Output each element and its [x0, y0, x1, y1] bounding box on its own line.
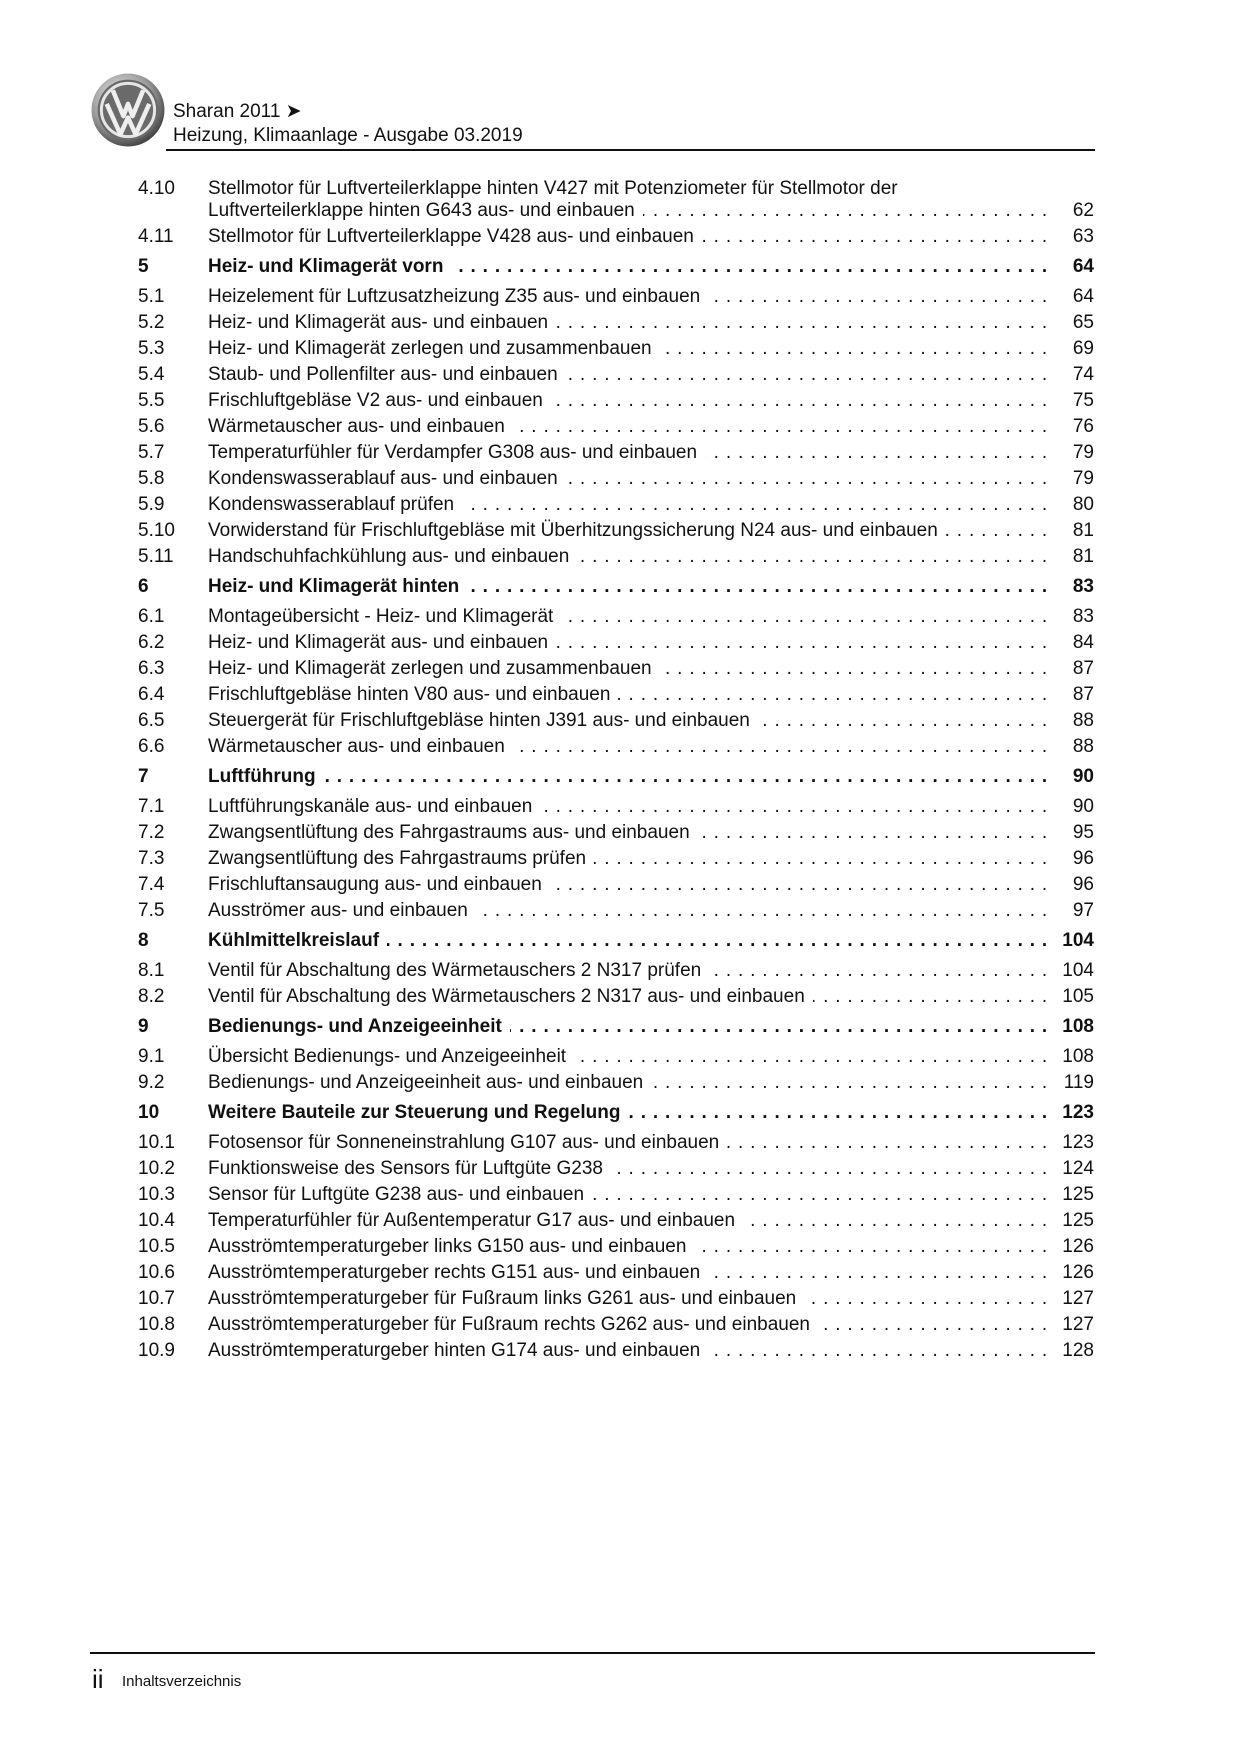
toc-page: 105 — [1062, 986, 1094, 1007]
toc-title: Temperaturfühler für Außentemperatur G17 aus- und einbauen — [208, 1210, 743, 1231]
footer-rule — [90, 1652, 1095, 1654]
toc-title: Bedienungs- und Anzeigeeinheit aus- und einbauen — [208, 1072, 651, 1093]
toc-title: Wärmetauscher aus- und einbauen — [208, 736, 513, 757]
toc-entry-5-6[interactable] — [138, 414, 1094, 440]
toc-entry-10-7[interactable] — [138, 1286, 1094, 1312]
toc-entry-5-8[interactable] — [138, 466, 1094, 492]
toc-number: 5 — [138, 256, 149, 277]
toc-title: Fotosensor für Sonneneinstrahlung G107 aus- und einbauen — [208, 1132, 727, 1153]
toc-page: 125 — [1062, 1210, 1094, 1231]
toc-number: 10.1 — [138, 1132, 175, 1153]
toc-title: Heiz- und Klimagerät zerlegen und zusammenbauen — [208, 338, 660, 359]
toc-number: 9 — [138, 1016, 149, 1037]
toc-title: Heiz- und Klimagerät hinten — [208, 576, 467, 597]
toc-number: 5.8 — [138, 468, 165, 489]
toc-number: 10.2 — [138, 1158, 175, 1179]
toc-number: 10.8 — [138, 1314, 175, 1335]
toc-entry-9-2[interactable] — [138, 1070, 1094, 1096]
toc-title: Weitere Bauteile zur Steuerung und Regelung — [208, 1102, 628, 1123]
header-rule — [166, 149, 1095, 151]
toc-page: 127 — [1062, 1288, 1094, 1309]
toc-page: 88 — [1072, 736, 1094, 757]
toc-entry-7-5[interactable] — [138, 898, 1094, 924]
toc-number: 5.4 — [138, 364, 165, 385]
toc-entry-10-6[interactable] — [138, 1260, 1094, 1286]
toc-page: 104 — [1062, 960, 1094, 981]
toc-page: 81 — [1072, 546, 1094, 567]
toc-page: 96 — [1072, 848, 1094, 869]
toc-entry-6-6[interactable] — [138, 734, 1094, 760]
toc-page: 79 — [1072, 442, 1094, 463]
toc-entry-10-1[interactable] — [138, 1130, 1094, 1156]
toc-page: 124 — [1062, 1158, 1094, 1179]
toc-page: 64 — [1072, 256, 1094, 277]
toc-title: Vorwiderstand für Frischluftgebläse mit Überhitzungssicherung N24 aus- und einbauen — [208, 520, 946, 541]
toc-number: 10.3 — [138, 1184, 175, 1205]
toc-title-line2: Luftverteilerklappe hinten G643 aus- und einbauen — [208, 200, 643, 221]
toc-page: 127 — [1062, 1314, 1094, 1335]
toc-page: 119 — [1063, 1072, 1094, 1093]
toc-page: 65 — [1072, 312, 1094, 333]
toc-entry-6-1[interactable] — [138, 604, 1094, 630]
toc-number: 9.2 — [138, 1072, 165, 1093]
toc-entry-5-7[interactable] — [138, 440, 1094, 466]
toc-title: Heiz- und Klimagerät vorn — [208, 256, 451, 277]
toc-number: 10.7 — [138, 1288, 175, 1309]
toc-number: 7.2 — [138, 822, 165, 843]
toc-title: Heiz- und Klimagerät aus- und einbauen — [208, 312, 556, 333]
toc-title: Stellmotor für Luftverteilerklappe V428 aus- und einbauen — [208, 226, 702, 247]
toc-entry-7-2[interactable] — [138, 820, 1094, 846]
toc-page: 125 — [1062, 1184, 1094, 1205]
toc-page: 108 — [1062, 1016, 1094, 1037]
toc-number: 10.9 — [138, 1340, 175, 1361]
toc-entry-5-4[interactable] — [138, 362, 1094, 388]
toc-number: 5.7 — [138, 442, 165, 463]
toc-title: Kühlmittelkreislauf — [208, 930, 387, 951]
footer-section-label: Inhaltsverzeichnis — [122, 1673, 242, 1690]
toc-page: 79 — [1072, 468, 1094, 489]
toc-entry-7-1[interactable] — [138, 794, 1094, 820]
toc-number: 10.6 — [138, 1262, 175, 1283]
toc-number: 6.1 — [138, 606, 165, 627]
toc-entry-10-8[interactable] — [138, 1312, 1094, 1338]
header-text — [173, 100, 523, 148]
toc-title: Staub- und Pollenfilter aus- und einbauen — [208, 364, 566, 385]
toc-title: Ausströmtemperaturgeber rechts G151 aus- und einbauen — [208, 1262, 708, 1283]
toc-chapter-10[interactable] — [138, 1099, 1094, 1130]
toc-chapter-6[interactable] — [138, 573, 1094, 604]
toc-title: Funktionsweise des Sensors für Luftgüte G238 — [208, 1158, 611, 1179]
toc-page: 95 — [1072, 822, 1094, 843]
toc-chapter-9[interactable] — [138, 1013, 1094, 1044]
toc-entry-5-1[interactable] — [138, 284, 1094, 310]
toc-number: 7.5 — [138, 900, 165, 921]
toc-title: Ausströmtemperaturgeber für Fußraum links G261 aus- und einbauen — [208, 1288, 804, 1309]
toc-entry-5-5[interactable] — [138, 388, 1094, 414]
toc-page: 74 — [1072, 364, 1094, 385]
toc-page: 128 — [1062, 1340, 1094, 1361]
toc-page: 87 — [1072, 684, 1094, 705]
page-header — [90, 58, 1095, 150]
toc-chapter-7[interactable] — [138, 763, 1094, 794]
toc-title: Kondenswasserablauf aus- und einbauen — [208, 468, 566, 489]
footer-page-number: ii — [92, 1664, 104, 1694]
toc-page: 63 — [1072, 226, 1094, 247]
toc-entry-5-9[interactable] — [138, 492, 1094, 518]
toc-title: Luftführungskanäle aus- und einbauen — [208, 796, 540, 817]
toc-entry-5-11[interactable] — [138, 544, 1094, 570]
toc-title: Zwangsentlüftung des Fahrgastraums prüfen — [208, 848, 594, 869]
toc-page: 123 — [1062, 1102, 1094, 1123]
toc-page: 64 — [1072, 286, 1094, 307]
toc-title: Frischluftgebläse V2 aus- und einbauen — [208, 390, 551, 411]
toc-title: Sensor für Luftgüte G238 aus- und einbauen — [208, 1184, 592, 1205]
toc-entry-10-5[interactable] — [138, 1234, 1094, 1260]
toc-page: 126 — [1062, 1262, 1094, 1283]
header-model: Sharan 2011 ➤ — [173, 101, 302, 122]
toc-number: 6.5 — [138, 710, 165, 731]
toc-page: 80 — [1072, 494, 1094, 515]
toc-number: 5.10 — [138, 520, 175, 541]
toc-page: 96 — [1072, 874, 1094, 895]
toc-entry-5-10[interactable] — [138, 518, 1094, 544]
toc-number: 5.9 — [138, 494, 165, 515]
toc-entry-10-4[interactable] — [138, 1208, 1094, 1234]
toc-number: 6 — [138, 576, 149, 597]
toc-number: 10.4 — [138, 1210, 175, 1231]
toc-entry-5-3[interactable] — [138, 336, 1094, 362]
toc-title: Heiz- und Klimagerät aus- und einbauen — [208, 632, 556, 653]
toc-title: Kondenswasserablauf prüfen — [208, 494, 462, 515]
toc-page: 90 — [1072, 766, 1094, 787]
toc-number: 6.4 — [138, 684, 165, 705]
toc-page: 126 — [1062, 1236, 1094, 1257]
toc-page: 75 — [1072, 390, 1094, 411]
toc-title: Steuergerät für Frischluftgebläse hinten J391 aus- und einbauen — [208, 710, 758, 731]
toc-page: 81 — [1072, 520, 1094, 541]
toc-page: 108 — [1062, 1046, 1094, 1067]
toc-entry-5-2[interactable] — [138, 310, 1094, 336]
toc-title: Heiz- und Klimagerät zerlegen und zusammenbauen — [208, 658, 660, 679]
toc-page: 87 — [1072, 658, 1094, 679]
table-of-contents — [138, 176, 1094, 1364]
toc-page: 88 — [1072, 710, 1094, 731]
toc-number: 4.10 — [138, 178, 175, 199]
toc-number: 10 — [138, 1102, 160, 1123]
toc-number: 7.1 — [138, 796, 165, 817]
toc-number: 6.6 — [138, 736, 165, 757]
toc-entry-10-9[interactable] — [138, 1338, 1094, 1364]
toc-title: Ventil für Abschaltung des Wärmetauschers 2 N317 aus- und einbauen — [208, 986, 813, 1007]
toc-title: Luftführung — [208, 766, 324, 787]
toc-entry-6-4[interactable] — [138, 682, 1094, 708]
header-subtitle: Heizung, Klimaanlage - Ausgabe 03.2019 — [173, 125, 523, 146]
toc-entry-6-2[interactable] — [138, 630, 1094, 656]
toc-number: 9.1 — [138, 1046, 165, 1067]
toc-title: Übersicht Bedienungs- und Anzeigeeinheit — [208, 1046, 574, 1067]
toc-title: Ausströmtemperaturgeber hinten G174 aus- und einbauen — [208, 1340, 708, 1361]
toc-entry-10-3[interactable] — [138, 1182, 1094, 1208]
toc-page: 84 — [1072, 632, 1094, 653]
toc-number: 8 — [138, 930, 149, 951]
toc-number: 5.1 — [138, 286, 165, 307]
toc-page: 83 — [1072, 606, 1094, 627]
vw-logo-icon — [90, 72, 166, 148]
toc-number: 6.2 — [138, 632, 165, 653]
toc-entry-7-3[interactable] — [138, 846, 1094, 872]
toc-number: 8.1 — [138, 960, 165, 981]
toc-title: Ausströmer aus- und einbauen — [208, 900, 476, 921]
toc-entry-6-5[interactable] — [138, 708, 1094, 734]
toc-title: Zwangsentlüftung des Fahrgastraums aus- und einbauen — [208, 822, 698, 843]
toc-title: Ventil für Abschaltung des Wärmetauschers 2 N317 prüfen — [208, 960, 709, 981]
toc-number: 8.2 — [138, 986, 165, 1007]
toc-page: 62 — [1072, 200, 1094, 221]
toc-entry-8-2[interactable] — [138, 984, 1094, 1010]
toc-number: 5.2 — [138, 312, 165, 333]
toc-title: Temperaturfühler für Verdampfer G308 aus- und einbauen — [208, 442, 705, 463]
toc-number: 5.3 — [138, 338, 165, 359]
toc-title: Handschuhfachkühlung aus- und einbauen — [208, 546, 577, 567]
toc-page: 69 — [1072, 338, 1094, 359]
toc-page: 83 — [1072, 576, 1094, 597]
toc-title: Ausströmtemperaturgeber für Fußraum rechts G262 aus- und einbauen — [208, 1314, 818, 1335]
toc-number: 10.5 — [138, 1236, 175, 1257]
toc-title: Frischluftansaugung aus- und einbauen — [208, 874, 550, 895]
toc-entry-4-11[interactable] — [138, 224, 1094, 250]
toc-page: 90 — [1072, 796, 1094, 817]
toc-page: 76 — [1072, 416, 1094, 437]
toc-number: 5.5 — [138, 390, 165, 411]
toc-number: 4.11 — [138, 226, 174, 247]
toc-title: Bedienungs- und Anzeigeeinheit — [208, 1016, 510, 1037]
toc-title: Heizelement für Luftzusatzheizung Z35 aus- und einbauen — [208, 286, 708, 307]
toc-title: Wärmetauscher aus- und einbauen — [208, 416, 513, 437]
toc-title: Montageübersicht - Heiz- und Klimagerät — [208, 606, 561, 627]
toc-page: 97 — [1072, 900, 1094, 921]
toc-title-line1: Stellmotor für Luftverteilerklappe hinten V427 mit Potenziometer für Stellmotor der — [208, 178, 898, 199]
toc-chapter-5[interactable] — [138, 253, 1094, 284]
toc-title: Ausströmtemperaturgeber links G150 aus- und einbauen — [208, 1236, 694, 1257]
toc-number: 7.3 — [138, 848, 165, 869]
toc-title: Frischluftgebläse hinten V80 aus- und einbauen — [208, 684, 618, 705]
toc-entry-10-2[interactable] — [138, 1156, 1094, 1182]
toc-page: 123 — [1062, 1132, 1094, 1153]
toc-number: 7.4 — [138, 874, 165, 895]
toc-number: 5.6 — [138, 416, 165, 437]
toc-entry-7-4[interactable] — [138, 872, 1094, 898]
toc-entry-4-10[interactable] — [138, 176, 1094, 224]
toc-number: 5.11 — [138, 546, 174, 567]
toc-entry-6-3[interactable] — [138, 656, 1094, 682]
toc-entry-9-1[interactable] — [138, 1044, 1094, 1070]
toc-chapter-8[interactable] — [138, 927, 1094, 958]
toc-page: 104 — [1062, 930, 1094, 951]
toc-entry-8-1[interactable] — [138, 958, 1094, 984]
toc-number: 6.3 — [138, 658, 165, 679]
toc-number: 7 — [138, 766, 149, 787]
